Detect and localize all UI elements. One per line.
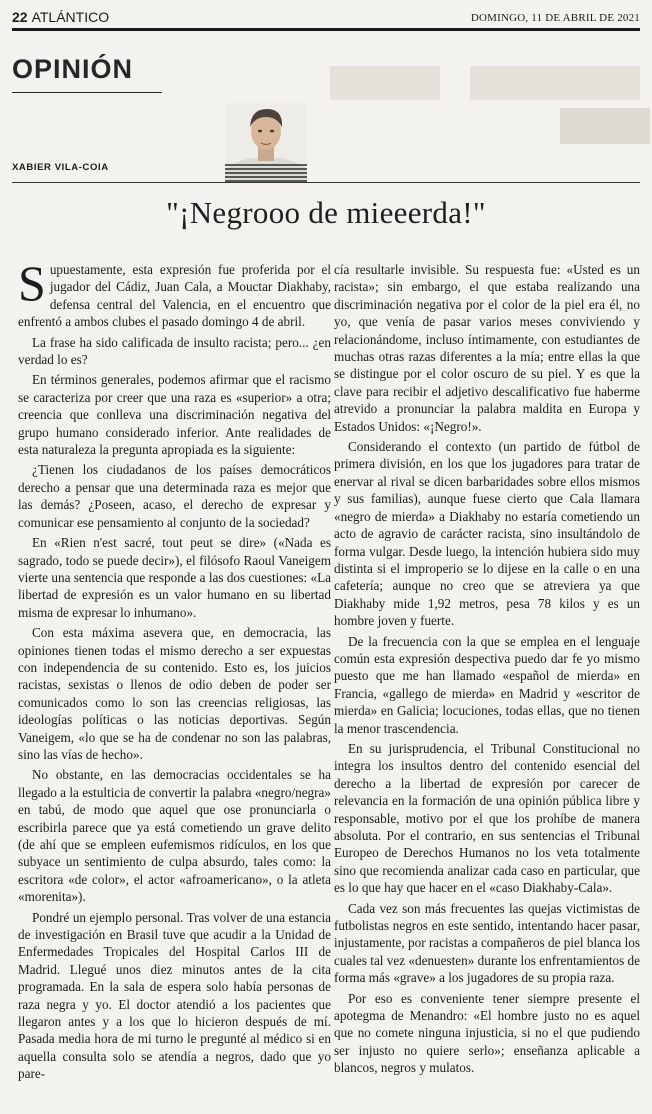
author-rule [12, 182, 640, 183]
ghost-block [330, 66, 440, 100]
left-column [18, 255, 331, 1086]
section-title: OPINIÓN [12, 54, 134, 84]
show-through-background [330, 58, 650, 148]
paragraph: Por eso es conveniente tener siempre presente el apotegma de Menandro: «El hombre justo no es aquel que no comete ninguna injusticia, si no el que pudiendo ser injusto no quiere serlo»; enseñanza aplicable a blancos, negros y mulatos. [334, 990, 640, 1076]
right-column [334, 261, 640, 1080]
paragraph: Cada vez son más frecuentes las quejas victimistas de futbolistas negros en este sentido, intentando hacer pasar, injustamente, por racistas a compañeros de piel blanca los cuales tal vez «denuesten» durante los enfrentamientos de forma más «grave» a los jugadores de su propia raza. [334, 900, 640, 986]
ghost-block [560, 108, 650, 144]
ghost-block [470, 66, 640, 100]
paragraph: La frase ha sido calificada de insulto racista; pero... ¿en verdad lo es? [18, 334, 331, 368]
page-number: 22 [12, 9, 28, 25]
paragraph [18, 255, 331, 331]
paragraph: En «Rien n'est sacré, tout peut se dire» («Nada es sagrado, todo se puede decir»), el filósofo Raoul Vaneigem vierte una sentencia que responde a las dos cuestiones: «La libertad de expresión es un valor humano en su libertad misma de expresar lo inhumano». [18, 535, 331, 620]
paragraph: En su jurisprudencia, el Tribunal Constitucional no integra los insultos dentro del contenido esencial del derecho a la libertad de expresión por carecer de relevancia en la formación de una opinión pública libre y responsable, motivo por el que los prohíbe de manera absoluta. Por el contrario, en sus sentencias el Tribunal Europeo de Derechos Humanos no los veta totalmente sino que recomienda analizar cada caso en particular, que es lo que hay que hacer en el «caso Diakhaby-Cala». [334, 740, 640, 896]
author-photo [225, 103, 307, 183]
masthead [12, 6, 640, 31]
paragraph: De la frecuencia con la que se emplea en el lenguaje común esta expresión despectiva puedo dar fe yo mismo puesto que me han llamado «español de mierda» en Francia, «gallego de mierda» en Madrid y «escritor de mierda» en Galicia; locuciones, todas ellas, que no tienen la menor trascendencia. [334, 633, 640, 736]
paragraph: ¿Tienen los ciudadanos de los países democráticos derecho a pensar que una determinada raza es mejor que las demás? ¿Poseen, acaso, el derecho de expresar y comunicar ese pensamiento al conjunto de la sociedad? [18, 462, 331, 530]
issue-date: DOMINGO, 11 DE ABRIL DE 2021 [470, 12, 640, 24]
headline: "¡Negrooo de mieeerda!" [166, 195, 486, 230]
paragraph: No obstante, en las democracias occidentales se ha llegado a la estulticia de convertir la palabra «negro/negra» en tabú, de modo que aquel que ose pronunciarla o escribirla parece que ya está cometiendo un grave delito (de ahí que se empleen eufemismos ridículos, en los que subyace un sentimiento de culpa absurdo, tales como: la escritora «de color», el actor «afroamericano», o la atleta «morenita»). [18, 767, 331, 905]
paragraph: Pondré un ejemplo personal. Tras volver de una estancia de investigación en Brasil tuve que acudir a la Unidad de Enfermedades Tropicales del Hospital Carlos III de Madrid. Llegué unos diez minutos antes de la cita programada. En la sala de espera solo había personas de raza negra y yo. El doctor atendió a los pacientes que llegaron antes y a los que lo hicieron después de mí. Pasada media hora de mi turno le pregunté al médico si en aquella consulta solo se atendía a negros, dado que yo pare- [18, 909, 331, 1082]
paper-name: ATLÁNTICO [31, 9, 110, 25]
paragraph: Considerando el contexto (un partido de fútbol de primera división, en los que los jugadores para tratar de enervar al rival se dicen barbaridades sobre ellos mismos y sus familias), aunque fuese cierto que Cala llamara «negro de mierda» a Diakhaby no estaría cometiendo un acto de agravio de carácter racista, sino insultándolo de forma vulgar. Desde luego, la intención hubiera sido muy distinta si el improperio se lo dijese en la calle o en una cafetería; aunque no creo que se atreviera ya que Diakhaby mide 1,92 metros, pesa 78 kilos y es un hombre joven y fuerte. [334, 439, 640, 629]
drop-cap: S [18, 255, 46, 311]
section-rule [12, 92, 162, 93]
paragraph: En términos generales, podemos afirmar que el racismo se caracteriza por creer que una raza es «superior» a otra; creencia que conlleva una discriminación negativa del grupo humano considerado inferior. Ante realidades de esta naturaleza la pregunta apropiada es la siguiente: [18, 372, 331, 458]
paragraph-text: upuestamente, esta expresión fue proferida por el jugador del Cádiz, Juan Cala, a Mouctar Diakhaby, defensa central del Valencia, en el encuentro que enfrentó a ambos clubes el pasado domingo 4 de abril. [18, 262, 331, 330]
paragraph: Con esta máxima asevera que, en democracia, las opiniones tienen todas el mismo derecho a ser expuestas con independencia de su contenido. Esto es, los juicios racistas, sexistas o llenos de odio deben de poder ser comunicados como lo son las creencias religiosas, las ideologías políticas o las noticias deportivas. Según Vaneigem, «lo que se ha de condenar no son las palabras, sino las vías de hecho». [18, 625, 331, 762]
author-name: XABIER VILA-COIA [12, 162, 109, 173]
paragraph: cía resultarle invisible. Su respuesta fue: «Usted es un racista»; sin embargo, el que estaba realizando una discriminación negativa por el color de la piel era él, no yo, que venía de pasar varios meses conviviendo y relacionándome, incluso íntimamente, con estudiantes de muchas otras razas diferentes a la mía; entre ellas la que se distingue por el color oscuro de su piel. Y es que la clave para recibir el adjetivo descalificativo fue haberme atrevido a pronunciar la palabra maldita en Europa y Estados Unidos: «¡Negro!». [334, 262, 640, 434]
masthead-left [12, 9, 109, 28]
